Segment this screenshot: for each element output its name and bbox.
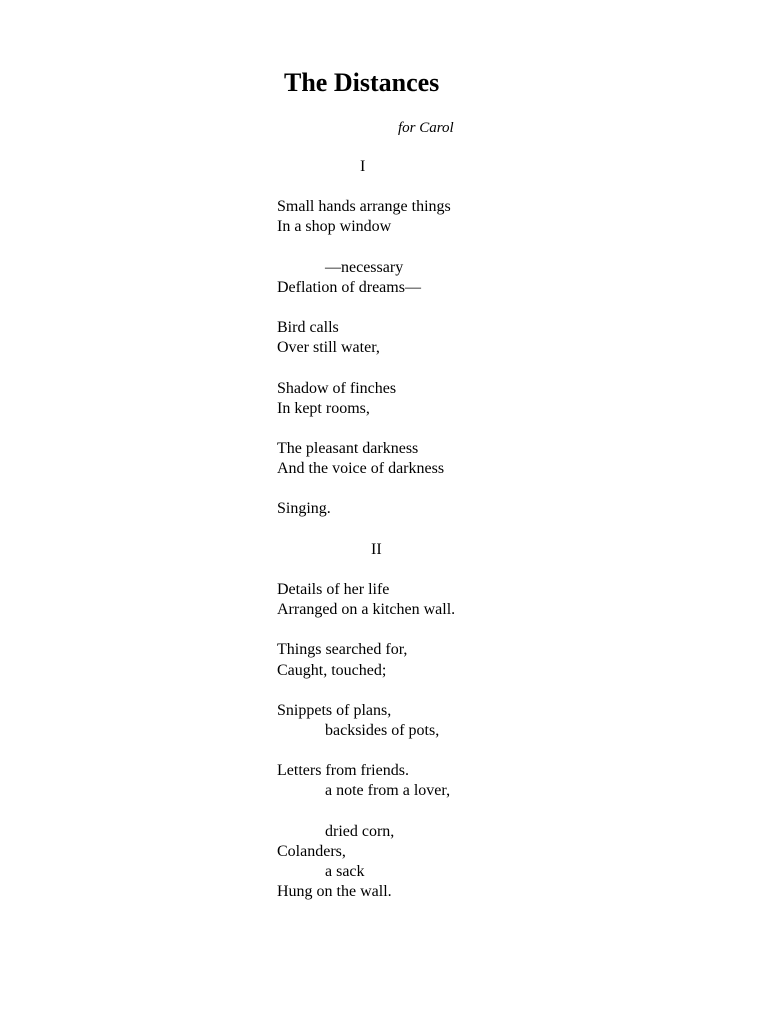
poem-line: Caught, touched;	[277, 661, 387, 679]
poem-body	[277, 157, 455, 902]
poem-line: Hung on the wall.	[277, 883, 392, 901]
stanza-break	[277, 681, 455, 701]
poem-line: The pleasant darkness	[277, 439, 419, 457]
poem-line: Over still water,	[277, 339, 380, 357]
poem-line: In kept rooms,	[277, 399, 370, 417]
poem-line: Colanders,	[277, 842, 346, 860]
stanza-break	[277, 620, 455, 640]
stanza-break	[277, 520, 455, 540]
stanza-break	[277, 741, 455, 761]
stanza-break	[277, 802, 455, 822]
poem-line: Small hands arrange things	[277, 198, 451, 216]
poem-dedication: for Carol	[398, 120, 454, 136]
poem-title: The Distances	[284, 68, 440, 97]
stanza-break	[277, 238, 455, 258]
stanza-break	[277, 358, 455, 378]
section-numeral: II	[371, 540, 382, 558]
poem-line: Things searched for,	[277, 641, 408, 659]
poem-line: a sack	[325, 862, 365, 880]
poem-line: And the voice of darkness	[277, 460, 445, 478]
poem-line: Shadow of finches	[277, 379, 397, 397]
poem-line: Details of her life	[277, 580, 390, 598]
stanza-break	[277, 298, 455, 318]
stanza-break	[277, 177, 455, 197]
poem-line: a note from a lover,	[325, 782, 451, 800]
stanza-break	[277, 479, 455, 499]
poem-line: Deflation of dreams—	[277, 278, 421, 296]
poem-line: backsides of pots,	[325, 721, 440, 739]
poem-line: In a shop window	[277, 218, 392, 236]
stanza-break	[277, 419, 455, 439]
poem-line: —necessary	[325, 258, 404, 276]
section-numeral: I	[360, 158, 366, 175]
poem-line: dried corn,	[325, 822, 395, 840]
poem-line: Snippets of plans,	[277, 701, 392, 719]
poem-line: Singing.	[277, 500, 331, 518]
poem-line: Arranged on a kitchen wall.	[277, 601, 456, 619]
poem-line: Bird calls	[277, 319, 339, 337]
stanza-break	[277, 560, 455, 580]
poem-line: Letters from friends.	[277, 762, 409, 780]
